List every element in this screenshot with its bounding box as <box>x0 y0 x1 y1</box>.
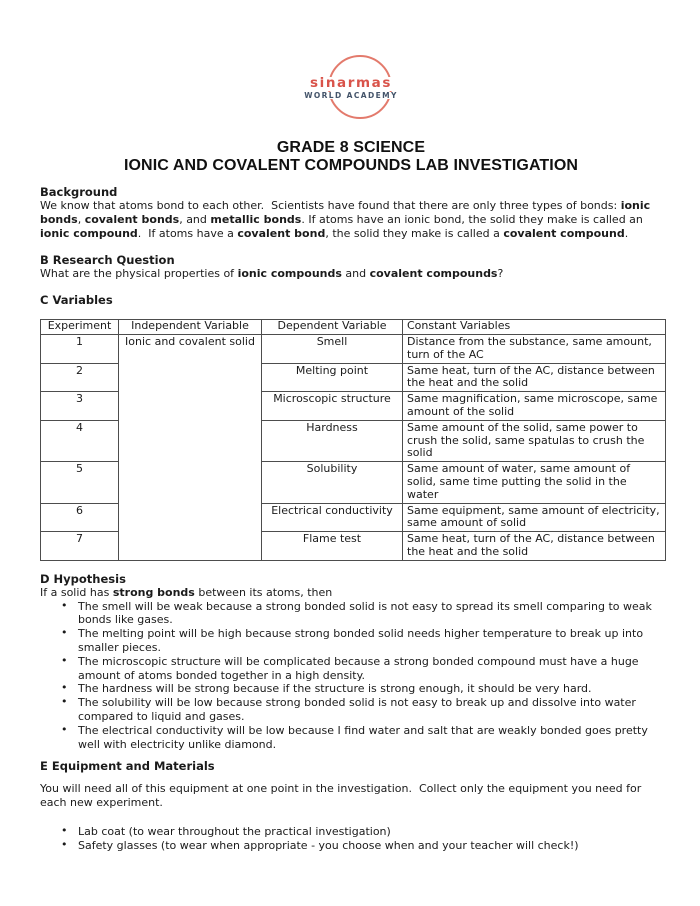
logo-subtitle-text: WORLD ACADEMY <box>304 90 398 100</box>
constant-variables-cell: Same amount of water, same amount of solid, same time putting the solid in the water <box>403 462 666 503</box>
section-background <box>40 185 662 240</box>
independent-variable-cell: Ionic and covalent solid <box>119 334 262 560</box>
section-equipment <box>40 759 662 852</box>
col-header-independent-variable: Independent Variable <box>119 320 262 335</box>
dependent-variable-cell: Electrical conductivity <box>262 503 403 532</box>
equipment-heading: E Equipment and Materials <box>40 759 215 774</box>
equipment-paragraph: You will need all of this equipment at one point in the investigation. Collect only the equipment you need for each new experiment. <box>40 782 645 810</box>
variables-heading: C Variables <box>40 293 113 308</box>
col-header-experiment: Experiment <box>41 320 119 335</box>
list-item: • The electrical conductivity will be low because I find water and salt that are weakly bonded goes pretty well with electricity unlike diamond. <box>40 724 662 752</box>
list-item: • Safety glasses (to wear when appropriate - you choose when and your teacher will check!) <box>40 839 662 853</box>
list-item: • The microscopic structure will be complicated because a strong bonded compound must have a huge amount of atoms bonded together in a high density. <box>40 655 662 683</box>
table-row <box>41 334 666 363</box>
logo-brand-text: sinarmas <box>309 75 393 91</box>
col-header-constant-variables: Constant Variables <box>403 320 666 335</box>
school-logo <box>281 55 421 122</box>
constant-variables-cell: Same amount of the solid, same power to crush the solid, same spatulas to crush the solid <box>403 420 666 461</box>
dependent-variable-cell: Hardness <box>262 420 403 461</box>
experiment-number: 7 <box>41 532 119 561</box>
experiment-number: 3 <box>41 392 119 421</box>
constant-variables-cell: Same heat, turn of the AC, distance between the heat and the solid <box>403 363 666 392</box>
dependent-variable-cell: Microscopic structure <box>262 392 403 421</box>
section-research-question <box>40 253 662 281</box>
list-item: • The solubility will be low because strong bonded solid is not easy to break up and dissolve into water compared to liquid and gases. <box>40 696 662 724</box>
equipment-bullet-list <box>40 825 662 853</box>
list-item: • The melting point will be high because strong bonded solid needs higher temperature to break up into smaller pieces. <box>40 627 662 655</box>
hypothesis-intro: If a solid has strong bonds between its atoms, then <box>40 585 333 599</box>
background-paragraph: We know that atoms bond to each other. Scientists have found that there are only three types of bonds: ionic bonds, covalent bonds, and metallic bonds. If atoms have an ionic bond, the solid they make is called an ionic compound. If atoms have a covalent bond, the solid they make is called a covalent compound. <box>40 199 654 240</box>
dependent-variable-cell: Solubility <box>262 462 403 503</box>
experiment-number: 6 <box>41 503 119 532</box>
research-question-heading: B Research Question <box>40 253 175 268</box>
list-item: • The hardness will be strong because if the structure is strong enough, it should be very hard. <box>40 682 662 696</box>
dependent-variable-cell: Flame test <box>262 532 403 561</box>
col-header-dependent-variable: Dependent Variable <box>262 320 403 335</box>
section-variables <box>40 293 662 561</box>
section-hypothesis <box>40 572 662 752</box>
constant-variables-cell: Same heat, turn of the AC, distance between the heat and the solid <box>403 532 666 561</box>
experiment-number: 2 <box>41 363 119 392</box>
constant-variables-cell: Distance from the substance, same amount, turn of the AC <box>403 334 666 363</box>
table-header-row <box>41 320 666 335</box>
constant-variables-cell: Same equipment, same amount of electricity, same amount of solid <box>403 503 666 532</box>
title-line-2: IONIC AND COVALENT COMPOUNDS LAB INVESTIGATION <box>123 156 579 174</box>
experiment-number: 5 <box>41 462 119 503</box>
logo-text <box>281 74 421 99</box>
experiment-number: 4 <box>41 420 119 461</box>
hypothesis-heading: D Hypothesis <box>40 571 126 586</box>
variables-table <box>40 319 666 561</box>
experiment-number: 1 <box>41 334 119 363</box>
list-item: • Lab coat (to wear throughout the practical investigation) <box>40 825 662 839</box>
title-line-1: GRADE 8 SCIENCE <box>276 139 426 156</box>
background-heading: Background <box>40 185 118 199</box>
dependent-variable-cell: Melting point <box>262 363 403 392</box>
list-item: • The smell will be weak because a strong bonded solid is not easy to spread its smell comparing to weak bonds like gases. <box>40 600 662 628</box>
dependent-variable-cell: Smell <box>262 334 403 363</box>
document-title <box>40 139 662 174</box>
research-question-text: What are the physical properties of ionic compounds and covalent compounds? <box>40 267 504 281</box>
constant-variables-cell: Same magnification, same microscope, same amount of the solid <box>403 392 666 421</box>
hypothesis-bullet-list <box>40 600 662 752</box>
